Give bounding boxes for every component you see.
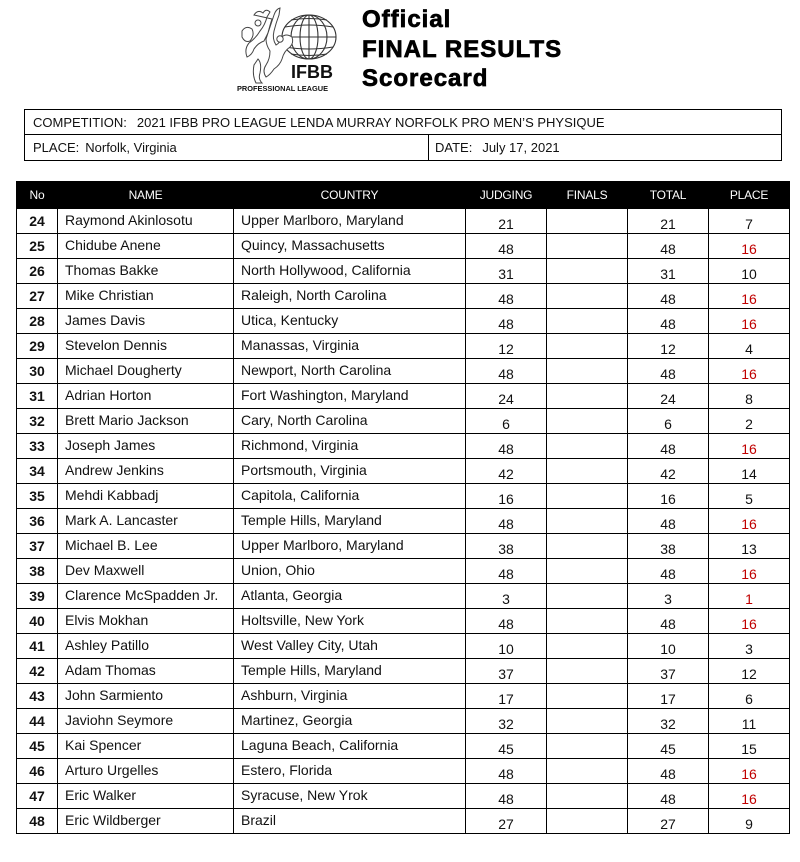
competitor-name: Mike Christian bbox=[58, 284, 234, 309]
judging-score: 42 bbox=[466, 459, 547, 484]
competitor-name: Arturo Urgelles bbox=[58, 759, 234, 784]
competitor-number: 38 bbox=[17, 559, 58, 584]
competitor-number: 25 bbox=[17, 234, 58, 259]
competitor-country: Fort Washington, Maryland bbox=[234, 384, 466, 409]
place-value: 16 bbox=[709, 434, 790, 459]
competitor-country: Capitola, California bbox=[234, 484, 466, 509]
total-score: 48 bbox=[628, 759, 709, 784]
total-score: 48 bbox=[628, 784, 709, 809]
table-row bbox=[17, 684, 790, 709]
competitor-country: Portsmouth, Virginia bbox=[234, 459, 466, 484]
judging-score: 21 bbox=[466, 209, 547, 234]
total-score: 6 bbox=[628, 409, 709, 434]
competitor-country: Martinez, Georgia bbox=[234, 709, 466, 734]
place-value: 7 bbox=[709, 209, 790, 234]
competition-info-box bbox=[24, 109, 782, 161]
competitor-country: Temple Hills, Maryland bbox=[234, 659, 466, 684]
table-row bbox=[17, 784, 790, 809]
logo-subtext: PROFESSIONAL LEAGUE bbox=[237, 84, 329, 93]
judging-score: 48 bbox=[466, 609, 547, 634]
competitor-country: Manassas, Virginia bbox=[234, 334, 466, 359]
competitor-name: Raymond Akinlosotu bbox=[58, 209, 234, 234]
competitor-number: 43 bbox=[17, 684, 58, 709]
page-title bbox=[362, 5, 562, 94]
competitor-country: Newport, North Carolina bbox=[234, 359, 466, 384]
table-row bbox=[17, 659, 790, 684]
finals-score bbox=[547, 234, 628, 259]
place-value: 4 bbox=[709, 334, 790, 359]
competitor-country: Laguna Beach, California bbox=[234, 734, 466, 759]
finals-score bbox=[547, 534, 628, 559]
total-score: 42 bbox=[628, 459, 709, 484]
finals-score bbox=[547, 384, 628, 409]
finals-score bbox=[547, 709, 628, 734]
total-score: 48 bbox=[628, 359, 709, 384]
competitor-name: Ashley Patillo bbox=[58, 634, 234, 659]
table-row bbox=[17, 334, 790, 359]
competitor-name: Eric Walker bbox=[58, 784, 234, 809]
column-header-no: No bbox=[17, 182, 58, 209]
competitor-name: Brett Mario Jackson bbox=[58, 409, 234, 434]
competitor-country: Syracuse, New Yrok bbox=[234, 784, 466, 809]
competitor-country: Union, Ohio bbox=[234, 559, 466, 584]
competitor-name: Kai Spencer bbox=[58, 734, 234, 759]
competitor-name: Adam Thomas bbox=[58, 659, 234, 684]
table-header-row bbox=[17, 182, 790, 209]
table-row bbox=[17, 734, 790, 759]
competitor-number: 33 bbox=[17, 434, 58, 459]
table-row bbox=[17, 359, 790, 384]
place-value: 16 bbox=[709, 759, 790, 784]
place-value: 16 bbox=[709, 284, 790, 309]
place-value: 16 bbox=[709, 309, 790, 334]
judging-score: 31 bbox=[466, 259, 547, 284]
place-value: 2 bbox=[709, 409, 790, 434]
table-row bbox=[17, 559, 790, 584]
title-line-scorecard: Scorecard bbox=[362, 65, 489, 92]
total-score: 31 bbox=[628, 259, 709, 284]
total-score: 24 bbox=[628, 384, 709, 409]
place-value: 10 bbox=[709, 259, 790, 284]
judging-score: 32 bbox=[466, 709, 547, 734]
finals-score bbox=[547, 434, 628, 459]
competition-row bbox=[25, 110, 781, 135]
finals-score bbox=[547, 484, 628, 509]
competitor-country: Cary, North Carolina bbox=[234, 409, 466, 434]
table-row bbox=[17, 609, 790, 634]
judging-score: 48 bbox=[466, 559, 547, 584]
finals-score bbox=[547, 584, 628, 609]
judging-score: 37 bbox=[466, 659, 547, 684]
competitor-country: North Hollywood, California bbox=[234, 259, 466, 284]
place-value: 5 bbox=[709, 484, 790, 509]
place-value: 16 bbox=[709, 559, 790, 584]
place-value: 9 bbox=[709, 809, 790, 834]
title-line-final-results: FINAL RESULTS bbox=[362, 35, 563, 63]
competitor-country: Quincy, Massachusetts bbox=[234, 234, 466, 259]
total-score: 48 bbox=[628, 434, 709, 459]
table-row bbox=[17, 484, 790, 509]
competitor-name: Joseph James bbox=[58, 434, 234, 459]
judging-score: 27 bbox=[466, 809, 547, 834]
competitor-name: Michael B. Lee bbox=[58, 534, 234, 559]
competitor-number: 45 bbox=[17, 734, 58, 759]
competitor-country: Brazil bbox=[234, 809, 466, 834]
judging-score: 38 bbox=[466, 534, 547, 559]
judging-score: 10 bbox=[466, 634, 547, 659]
place-value: 6 bbox=[709, 684, 790, 709]
judging-score: 48 bbox=[466, 309, 547, 334]
judging-score: 24 bbox=[466, 384, 547, 409]
competitor-country: West Valley City, Utah bbox=[234, 634, 466, 659]
judging-score: 17 bbox=[466, 684, 547, 709]
competition-name: 2021 IFBB PRO LEAGUE LENDA MURRAY NORFOLK PRO MEN’S PHYSIQUE bbox=[136, 114, 605, 130]
finals-score bbox=[547, 284, 628, 309]
table-row bbox=[17, 709, 790, 734]
competitor-country: Upper Marlboro, Maryland bbox=[234, 209, 466, 234]
judging-score: 16 bbox=[466, 484, 547, 509]
total-score: 48 bbox=[628, 509, 709, 534]
place-value: 16 bbox=[709, 509, 790, 534]
competitor-name: Mehdi Kabbadj bbox=[58, 484, 234, 509]
competitor-number: 24 bbox=[17, 209, 58, 234]
competitor-number: 47 bbox=[17, 784, 58, 809]
column-header-finals: FINALS bbox=[547, 182, 628, 209]
finals-score bbox=[547, 659, 628, 684]
finals-score bbox=[547, 409, 628, 434]
judging-score: 48 bbox=[466, 234, 547, 259]
finals-score bbox=[547, 259, 628, 284]
total-score: 17 bbox=[628, 684, 709, 709]
table-row bbox=[17, 584, 790, 609]
competitor-country: Ashburn, Virginia bbox=[234, 684, 466, 709]
place-value: 8 bbox=[709, 384, 790, 409]
judging-score: 48 bbox=[466, 509, 547, 534]
competitor-number: 48 bbox=[17, 809, 58, 834]
finals-score bbox=[547, 209, 628, 234]
table-row bbox=[17, 534, 790, 559]
competitor-number: 26 bbox=[17, 259, 58, 284]
total-score: 45 bbox=[628, 734, 709, 759]
table-row bbox=[17, 209, 790, 234]
finals-score bbox=[547, 784, 628, 809]
place-date-row bbox=[25, 135, 781, 160]
competitor-number: 41 bbox=[17, 634, 58, 659]
competitor-name: Javiohn Seymore bbox=[58, 709, 234, 734]
competitor-country: Richmond, Virginia bbox=[234, 434, 466, 459]
place-value: 16 bbox=[709, 784, 790, 809]
competitor-country: Utica, Kentucky bbox=[234, 309, 466, 334]
logo-text: IFBB bbox=[291, 62, 333, 82]
finals-score bbox=[547, 359, 628, 384]
place-value: 15 bbox=[709, 734, 790, 759]
competitor-country: Estero, Florida bbox=[234, 759, 466, 784]
competitor-number: 29 bbox=[17, 334, 58, 359]
table-row bbox=[17, 259, 790, 284]
competitor-name: Elvis Mokhan bbox=[58, 609, 234, 634]
competitor-country: Atlanta, Georgia bbox=[234, 584, 466, 609]
total-score: 48 bbox=[628, 234, 709, 259]
table-row bbox=[17, 509, 790, 534]
judging-score: 3 bbox=[466, 584, 547, 609]
table-row bbox=[17, 634, 790, 659]
competitor-name: Mark A. Lancaster bbox=[58, 509, 234, 534]
competitor-number: 44 bbox=[17, 709, 58, 734]
finals-score bbox=[547, 309, 628, 334]
column-header-judging: JUDGING bbox=[466, 182, 547, 209]
competitor-number: 39 bbox=[17, 584, 58, 609]
judging-score: 48 bbox=[466, 284, 547, 309]
competitor-name: Clarence McSpadden Jr. bbox=[58, 584, 234, 609]
finals-score bbox=[547, 559, 628, 584]
total-score: 48 bbox=[628, 609, 709, 634]
competitor-number: 34 bbox=[17, 459, 58, 484]
title-line-official: Official bbox=[362, 6, 452, 33]
finals-score bbox=[547, 809, 628, 834]
total-score: 32 bbox=[628, 709, 709, 734]
competitor-number: 40 bbox=[17, 609, 58, 634]
place-value: Norfolk, Virginia bbox=[85, 140, 177, 155]
competitor-name: Andrew Jenkins bbox=[58, 459, 234, 484]
place-value: 12 bbox=[709, 659, 790, 684]
competitor-name: Stevelon Dennis bbox=[58, 334, 234, 359]
finals-score bbox=[547, 609, 628, 634]
competitor-country: Holtsville, New York bbox=[234, 609, 466, 634]
column-header-name: NAME bbox=[58, 182, 234, 209]
table-row bbox=[17, 284, 790, 309]
competitor-number: 30 bbox=[17, 359, 58, 384]
place-value: 16 bbox=[709, 359, 790, 384]
total-score: 48 bbox=[628, 309, 709, 334]
competitor-name: John Sarmiento bbox=[58, 684, 234, 709]
competitor-number: 31 bbox=[17, 384, 58, 409]
place-value: 11 bbox=[709, 709, 790, 734]
judging-score: 48 bbox=[466, 784, 547, 809]
table-row bbox=[17, 309, 790, 334]
column-header-place: PLACE bbox=[709, 182, 790, 209]
competitor-name: Adrian Horton bbox=[58, 384, 234, 409]
competitor-number: 27 bbox=[17, 284, 58, 309]
competitor-country: Raleigh, North Carolina bbox=[234, 284, 466, 309]
place-value: 16 bbox=[709, 234, 790, 259]
place-value: 16 bbox=[709, 609, 790, 634]
column-header-total: TOTAL bbox=[628, 182, 709, 209]
place-cell bbox=[25, 135, 429, 160]
finals-score bbox=[547, 334, 628, 359]
table-row bbox=[17, 434, 790, 459]
competitor-number: 36 bbox=[17, 509, 58, 534]
total-score: 3 bbox=[628, 584, 709, 609]
place-value: 14 bbox=[709, 459, 790, 484]
total-score: 48 bbox=[628, 284, 709, 309]
place-value: 3 bbox=[709, 634, 790, 659]
finals-score bbox=[547, 684, 628, 709]
total-score: 38 bbox=[628, 534, 709, 559]
finals-score bbox=[547, 634, 628, 659]
judging-score: 48 bbox=[466, 434, 547, 459]
competitor-name: James Davis bbox=[58, 309, 234, 334]
competitor-number: 32 bbox=[17, 409, 58, 434]
table-row bbox=[17, 759, 790, 784]
competitor-number: 42 bbox=[17, 659, 58, 684]
total-score: 12 bbox=[628, 334, 709, 359]
finals-score bbox=[547, 734, 628, 759]
place-label: PLACE: bbox=[33, 140, 80, 155]
total-score: 16 bbox=[628, 484, 709, 509]
place-value: 1 bbox=[709, 584, 790, 609]
table-row bbox=[17, 234, 790, 259]
judging-score: 12 bbox=[466, 334, 547, 359]
finals-score bbox=[547, 509, 628, 534]
competitor-name: Dev Maxwell bbox=[58, 559, 234, 584]
total-score: 10 bbox=[628, 634, 709, 659]
table-row bbox=[17, 459, 790, 484]
date-label: DATE: bbox=[435, 140, 473, 155]
competitor-country: Temple Hills, Maryland bbox=[234, 509, 466, 534]
judging-score: 6 bbox=[466, 409, 547, 434]
total-score: 48 bbox=[628, 559, 709, 584]
judging-score: 45 bbox=[466, 734, 547, 759]
date-value: July 17, 2021 bbox=[482, 140, 560, 155]
ifbb-pro-league-logo bbox=[236, 3, 354, 93]
place-value: 13 bbox=[709, 534, 790, 559]
column-header-country: COUNTRY bbox=[234, 182, 466, 209]
table-row bbox=[17, 409, 790, 434]
total-score: 21 bbox=[628, 209, 709, 234]
competitor-name: Michael Dougherty bbox=[58, 359, 234, 384]
results-body bbox=[17, 209, 790, 834]
globe-athletes-icon bbox=[236, 3, 354, 93]
competitor-number: 28 bbox=[17, 309, 58, 334]
date-cell bbox=[429, 135, 781, 160]
competitor-number: 35 bbox=[17, 484, 58, 509]
judging-score: 48 bbox=[466, 359, 547, 384]
total-score: 37 bbox=[628, 659, 709, 684]
competitor-number: 46 bbox=[17, 759, 58, 784]
table-row bbox=[17, 809, 790, 834]
competitor-number: 37 bbox=[17, 534, 58, 559]
competition-label: COMPETITION: bbox=[33, 114, 127, 130]
judging-score: 48 bbox=[466, 759, 547, 784]
competitor-country: Upper Marlboro, Maryland bbox=[234, 534, 466, 559]
table-row bbox=[17, 384, 790, 409]
finals-score bbox=[547, 459, 628, 484]
finals-score bbox=[547, 759, 628, 784]
total-score: 27 bbox=[628, 809, 709, 834]
competitor-name: Thomas Bakke bbox=[58, 259, 234, 284]
competitor-name: Eric Wildberger bbox=[58, 809, 234, 834]
results-table bbox=[16, 181, 790, 834]
competitor-name: Chidube Anene bbox=[58, 234, 234, 259]
